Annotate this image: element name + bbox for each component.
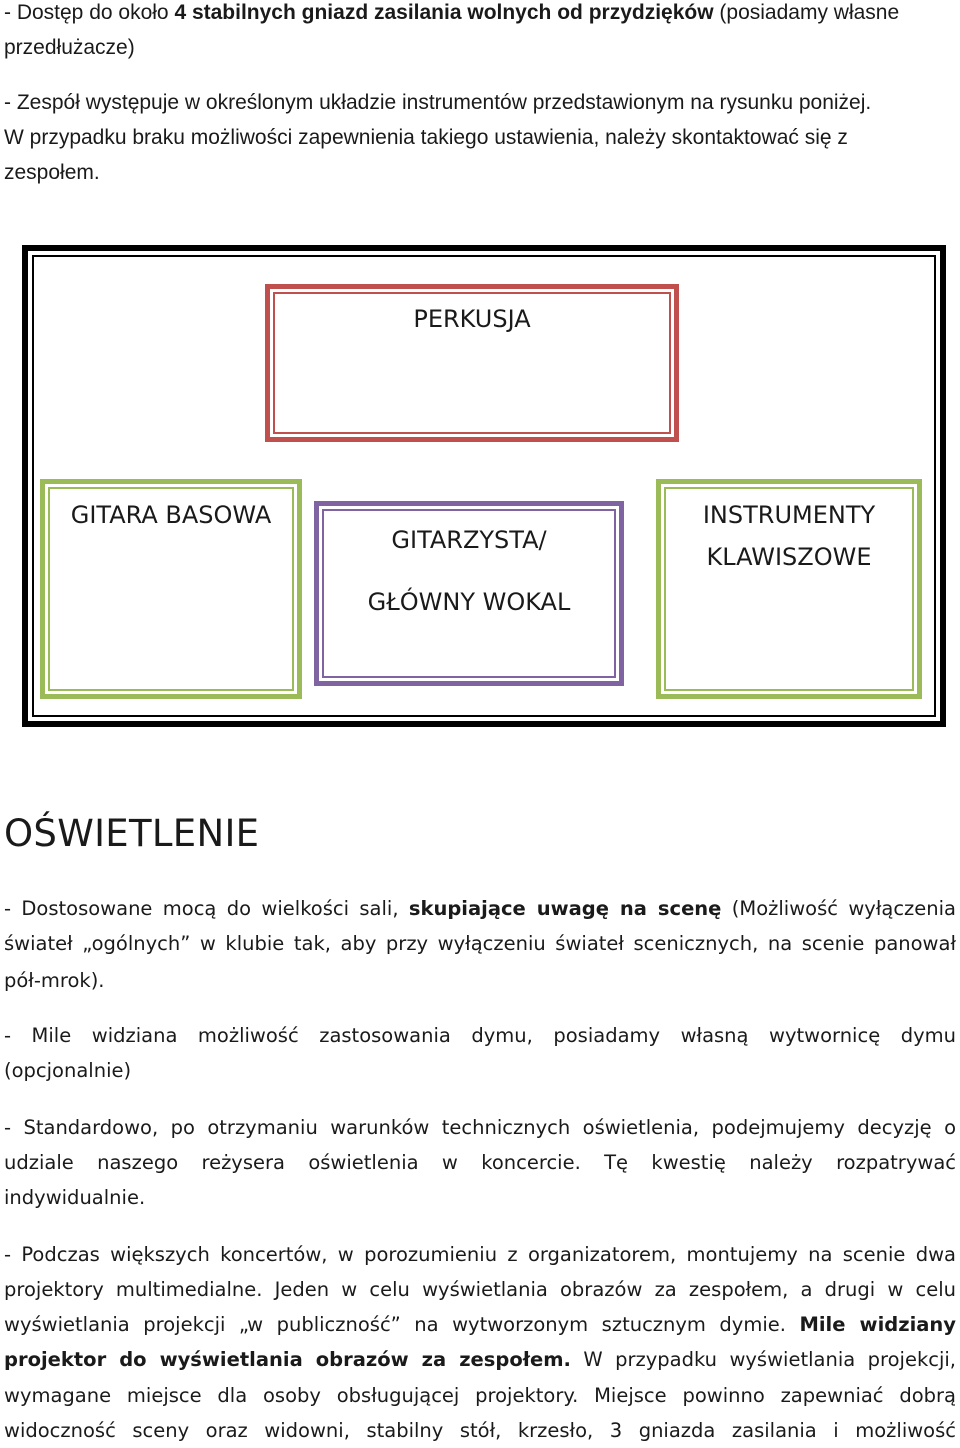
lead-guitar-label: GITARZYSTA/ [391, 526, 547, 554]
text-fragment: (Możliwość wyłączenia [721, 897, 956, 920]
lighting-p4-line-3 [4, 1307, 956, 1342]
lighting-p1-line-3: pół-mrok). [4, 969, 105, 992]
layout-line-1: - Zespół występuje w określonym układzie instrumentów przedstawionym na rysunku poniżej. [4, 91, 872, 114]
power-sockets-line-1 [4, 0, 956, 30]
drums-label: PERKUSJA [413, 305, 531, 333]
lighting-p4-line-1: - Podczas większych koncertów, w porozumieniu z organizatorem, montujemy na scenie dwa [4, 1243, 956, 1266]
text-fragment: wyświetlania projekcji „w publiczność” na wytworzonym sztucznym dymie. [4, 1313, 800, 1336]
lead-vocal-label: GŁÓWNY WOKAL [367, 588, 571, 616]
bold-text-fragment: skupiające uwagę na scenę [408, 897, 722, 920]
lead-guitar-vocal-box [314, 501, 624, 686]
drums-box [265, 284, 679, 442]
keyboards-label-line-1: INSTRUMENTY [702, 501, 876, 529]
bold-text-fragment: Mile widziany [799, 1313, 957, 1336]
layout-line-3: zespołem. [4, 161, 100, 184]
lighting-p4-line-5: wymagane miejsce dla osoby obsługującej projektory. Miejsce powinno zapewniać dobrą [4, 1384, 956, 1407]
lighting-p3-line-1: - Standardowo, po otrzymaniu warunków technicznych oświetlenia, podejmujemy decyzję o [4, 1116, 956, 1139]
text-fragment: - Dostosowane mocą do wielkości sali, [4, 897, 409, 920]
lighting-p1-line-2: świateł „ogólnych” w klubie tak, aby przy wyłączeniu świateł scenicznych, na scenie panował [4, 932, 956, 955]
keyboards-label-line-2: KLAWISZOWE [706, 543, 872, 571]
text-fragment: W przypadku wyświetlania projekcji, [570, 1348, 956, 1371]
bass-guitar-label: GITARA BASOWA [70, 501, 272, 529]
lighting-heading: OŚWIETLENIE [4, 812, 260, 855]
bold-text-fragment: projektor do wyświetlania obrazów za zespołem. [4, 1348, 571, 1371]
bass-guitar-box [40, 479, 302, 699]
lighting-p4-line-6: widoczność sceny oraz widowni, stabilny stół, krzesło, 3 gniazda zasilania i możliwość [4, 1419, 956, 1442]
bold-text-fragment: 4 stabilnych gniazd zasilania wolnych od przydzięków [174, 1, 714, 24]
lighting-p4-line-2: projektory multimedialne. Jeden w celu wyświetlania obrazów za zespołem, a drugi w celu [4, 1278, 956, 1301]
lighting-p3-line-3: indywidualnie. [4, 1186, 146, 1209]
lighting-p1-line-1 [4, 891, 956, 926]
lighting-p3-line-2: udziale naszego reżysera oświetlenia w koncercie. Tę kwestię należy rozpatrywać [4, 1151, 956, 1174]
text-fragment: (posiadamy własne [713, 1, 900, 24]
lighting-p2-line-1: - Mile widziana możliwość zastosowania dymu, posiadamy własną wytwornicę dymu [4, 1024, 956, 1047]
lighting-p4-line-4 [4, 1342, 956, 1377]
keyboards-box [656, 479, 922, 699]
text-fragment: - Dostęp do około [4, 1, 175, 24]
power-sockets-line-2: przedłużacze) [4, 36, 135, 59]
lighting-p2-line-2: (opcjonalnie) [4, 1059, 132, 1082]
layout-line-2: W przypadku braku możliwości zapewnienia takiego ustawienia, należy skontaktować się z [4, 126, 848, 149]
